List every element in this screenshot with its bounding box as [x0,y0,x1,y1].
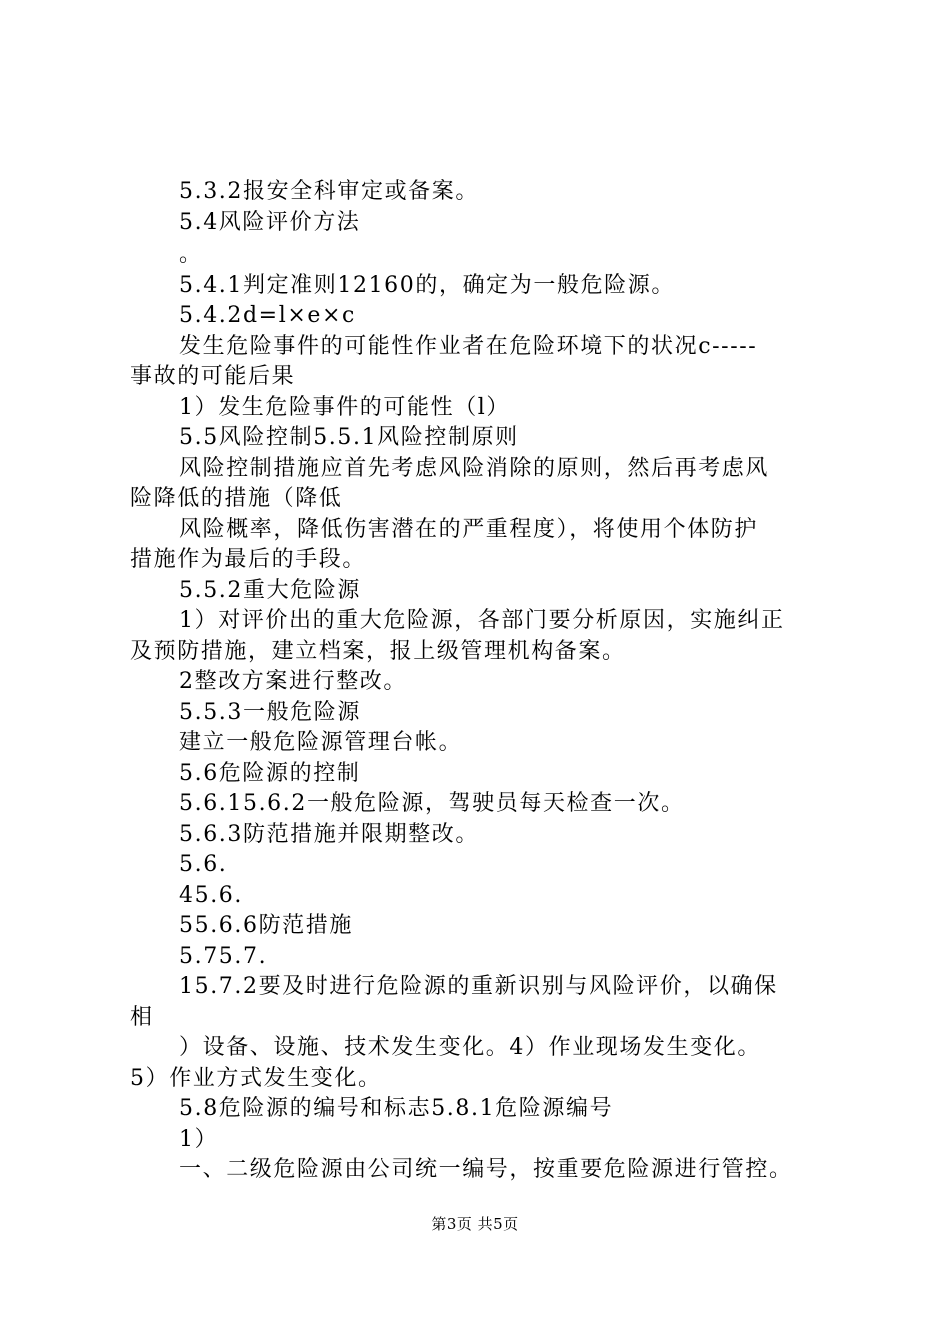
text-line: 建立一般危险源管理台帐。 [179,730,463,755]
text-line: 事故的可能后果 [130,364,296,389]
section-heading: 5.8危险源的编号和标志5.8.1危险源编号 [179,1096,614,1121]
section-heading: 5.5.2重大危险源 [179,578,361,603]
text-line: 5.75.7. [179,944,268,969]
text-line: 15.7.2要及时进行危险源的重新识别与风险评价，以确保 [179,974,778,999]
text-line: 发生危险事件的可能性作业者在危险环境下的状况c----- [179,334,758,359]
text-line: 55.6.6防范措施 [179,913,353,938]
section-heading: 5.5风险控制5.5.1风险控制原则 [179,425,519,450]
section-heading: 5.6危险源的控制 [179,761,361,786]
text-line: 1）对评价出的重大危险源，各部门要分析原因，实施纠正 [179,608,785,633]
text-line: 5.6.15.6.2一般危险源，驾驶员每天检查一次。 [179,791,685,816]
text-line: 措施作为最后的手段。 [130,547,367,572]
text-line: 5.6. [179,852,228,877]
text-line: 一、二级危险源由公司统一编号，按重要危险源进行管控。 [179,1157,793,1182]
text-line: 1） [179,1127,219,1152]
section-heading: 5.5.3一般危险源 [179,700,361,725]
text-line: 45.6. [179,883,243,908]
text-line: 风险控制措施应首先考虑风险消除的原则，然后再考虑风 [179,456,770,481]
text-line: 险降低的措施（降低 [130,486,343,511]
text-line: ）设备、设施、技术发生变化。4）作业现场发生变化。 [179,1035,761,1060]
text-line: 及预防措施，建立档案，报上级管理机构备案。 [130,639,626,664]
text-line: 风险概率，降低伤害潜在的严重程度），将使用个体防护 [179,517,759,542]
page-footer: 第3页 共5页 [431,1215,519,1233]
text-line: 5）作业方式发生变化。 [130,1066,382,1091]
text-line: 1）发生危险事件的可能性（l） [179,395,511,420]
text-line: 相 [130,1005,154,1030]
formula-line: 5.4.2d=l×e×c [179,303,356,328]
text-line: 2整改方案进行整改。 [179,669,407,694]
text-line: 5.4.1判定准则12160的，确定为一般危险源。 [179,273,675,298]
text-line: 5.6.3防范措施并限期整改。 [179,822,479,847]
text-line: 5.3.2报安全科审定或备案。 [179,179,479,204]
text-line: 。 [179,242,203,267]
section-heading: 5.4风险评价方法 [179,210,361,235]
